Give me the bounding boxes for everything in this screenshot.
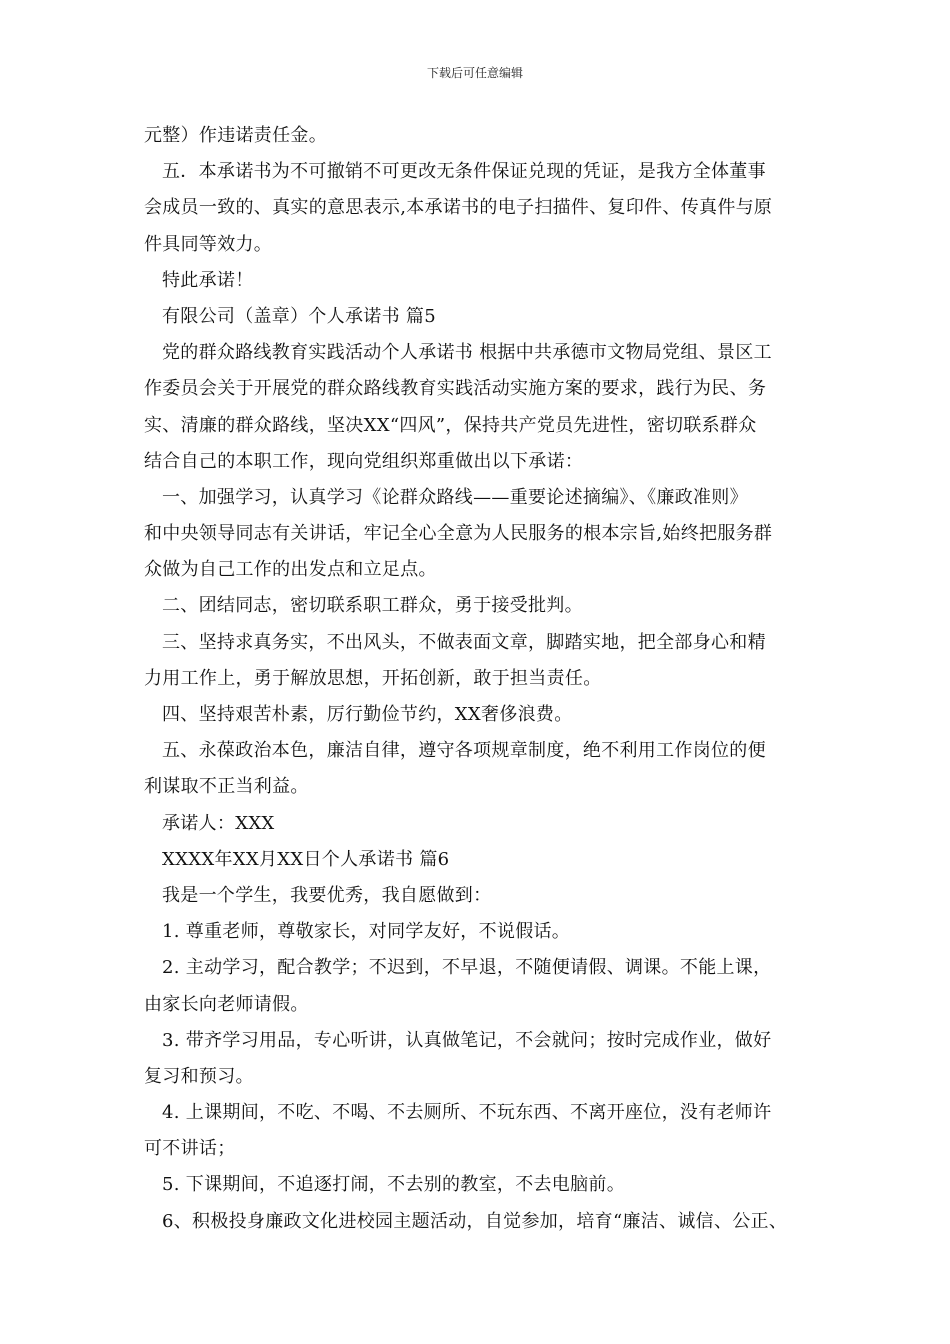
text-line: 利谋取不正当利益。 (144, 776, 309, 798)
text-line: 党的群众路线教育实践活动个人承诺书 根据中共承德市文物局党组、景区工 (162, 342, 772, 364)
text-line: 由家长向老师请假。 (144, 993, 309, 1015)
text-line: 和中央领导同志有关讲话，牢记全心全意为人民服务的根本宗旨,始终把服务群 (144, 523, 773, 545)
text-line: 5. 下课期间，不追逐打闹，不去别的教室，不去电脑前。 (162, 1174, 625, 1196)
document-body (144, 118, 824, 1240)
text-line: 四、坚持艰苦朴素，厉行勤俭节约，XX奢侈浪费。 (162, 704, 573, 725)
text-line: 2. 主动学习，配合教学；不迟到，不早退，不随便请假、调课。不能上课， (162, 957, 772, 979)
text-line: 作委员会关于开展党的群众路线教育实践活动实施方案的要求，践行为民、务 (144, 378, 767, 400)
signatory-line: 承诺人：XXX (162, 812, 275, 834)
text-line: 会成员一致的、真实的意思表示,本承诺书的电子扫描件、复印件、传真件与原 (144, 197, 773, 219)
text-line: 元整）作违诺责任金。 (144, 125, 327, 146)
text-line: 件具同等效力。 (144, 233, 273, 255)
text-line: 复习和预习。 (144, 1065, 254, 1087)
text-line: 实、清廉的群众路线，坚决XX“四风”，保持共产党员先进性，密切联系群众 (144, 414, 757, 436)
text-line: 结合自己的本职工作，现向党组织郑重做出以下承诺： (144, 450, 584, 472)
text-line: 二、团结同志，密切联系职工群众，勇于接受批判。 (162, 595, 583, 617)
text-line: 三、坚持求真务实，不出风头，不做表面文章，脚踏实地，把全部身心和精 (162, 631, 766, 653)
text-line: 4. 上课期间，不吃、不喝、不去厕所、不玩东西、不离开座位，没有老师许 (162, 1102, 772, 1124)
text-line: 力用工作上，勇于解放思想，开拓创新，敢于担当责任。 (144, 667, 602, 689)
text-line: 五、永葆政治本色，廉洁自律，遵守各项规章制度，绝不利用工作岗位的便 (162, 740, 766, 762)
text-line: 1. 尊重老师，尊敬家长，对同学友好，不说假话。 (162, 921, 571, 943)
text-line: 五．本承诺书为不可撤销不可更改无条件保证兑现的凭证，是我方全体董事 (162, 161, 766, 183)
section-heading: 有限公司（盖章）个人承诺书 篇5 (162, 305, 436, 327)
text-line: 众做为自己工作的出发点和立足点。 (144, 559, 437, 581)
text-line: 我是一个学生，我要优秀，我自愿做到： (162, 884, 492, 906)
text-line: 3. 带齐学习用品，专心听讲，认真做笔记，不会就问；按时完成作业，做好 (162, 1029, 772, 1051)
text-line: 6、积极投身廉政文化进校园主题活动，自觉参加，培育“廉洁、诚信、公正、 (162, 1210, 788, 1232)
text-line: 可不讲话； (144, 1138, 236, 1160)
text-line: 特此承诺！ (162, 269, 254, 291)
section-heading: XXXX年XX月XX日个人承诺书 篇6 (162, 848, 450, 870)
page-header: 下载后可任意编辑 (426, 66, 523, 80)
text-line: 一、加强学习，认真学习《论群众路线——重要论述摘编》、《廉政准则》 (162, 486, 748, 508)
